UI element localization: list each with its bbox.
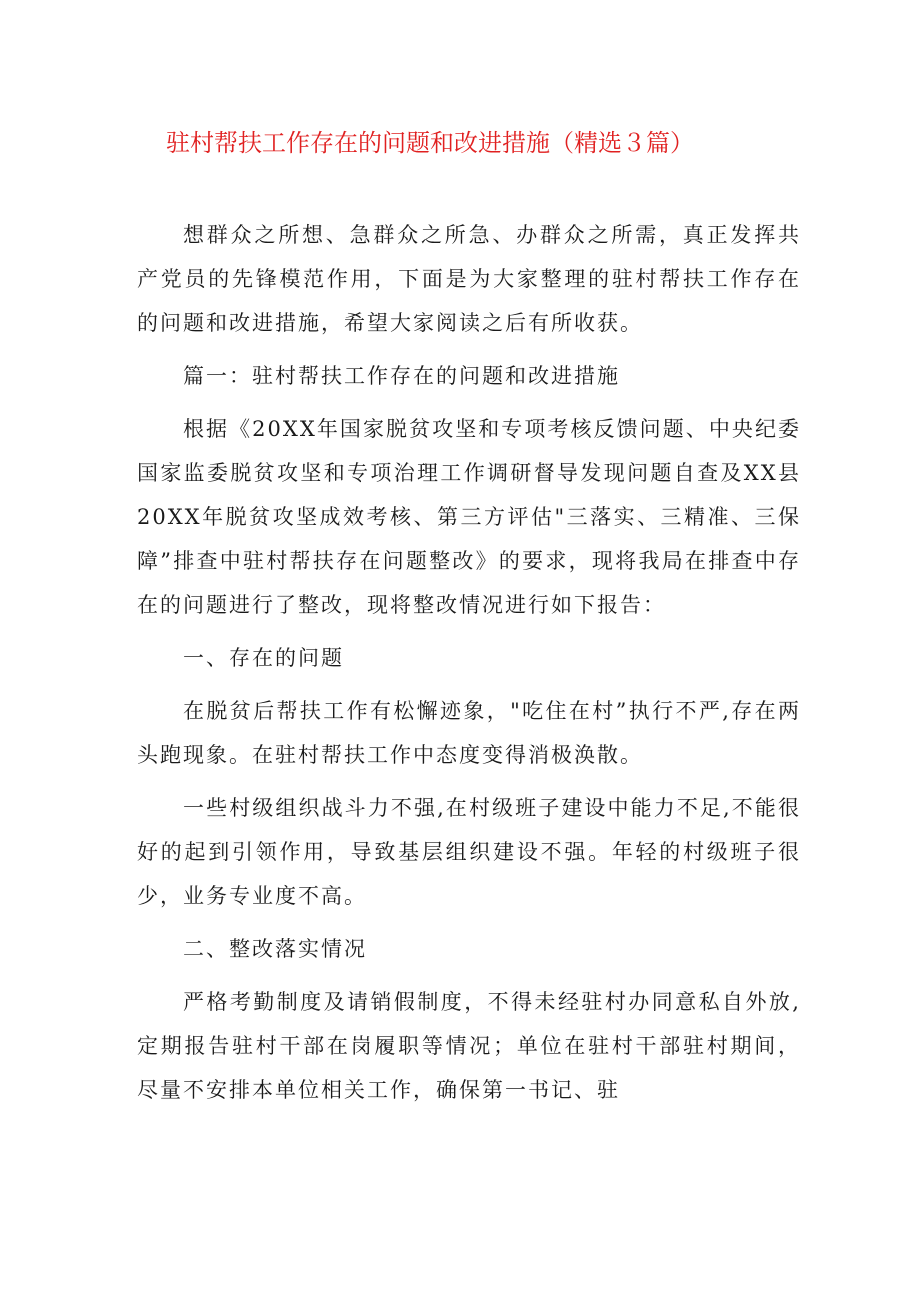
paragraph-section-rectification-heading: 二、整改落实情况 <box>183 937 367 961</box>
document-title: 驻村帮扶工作存在的问题和改进措施（精选３篇） <box>166 129 694 157</box>
paragraph-basis: 根据《20XX年国家脱贫攻坚和专项考核反馈问题、中央纪委国家监委脱贫攻坚和专项治理工作调研督导发现问题自查及XX县20XX年脱贫攻坚成效考核、第三方评估"三落实、三精准、三保障”排查中驻村帮扶存在问题整改》的要求，现将我局在排查中存在的问题进行了整改，现将整改情况进行如下报告： <box>137 417 801 617</box>
document-body <box>137 213 801 1121</box>
paragraph-problem-one: 在脱贫后帮扶工作有松懈迹象，"吃住在村”执行不严,存在两头跑现象。在驻村帮扶工作中态度变得消极涣散。 <box>137 699 801 767</box>
paragraph-rectification-one: 严格考勤制度及请销假制度，不得未经驻村办同意私自外放,定期报告驻村干部在岗履职等情况；单位在驻村干部驻村期间，尽量不安排本单位相关工作，确保第一书记、驻 <box>137 990 801 1102</box>
paragraph-intro: 想群众之所想、急群众之所急、办群众之所需，真正发挥共产党员的先锋模范作用，下面是为大家整理的驻村帮扶工作存在的问题和改进措施，希望大家阅读之后有所收获。 <box>137 223 801 335</box>
paragraph-problem-two: 一些村级组织战斗力不强,在村级班子建设中能力不足,不能很好的起到引领作用，导致基层组织建设不强。年轻的村级班子很少，业务专业度不高。 <box>137 796 801 908</box>
paragraph-part-one-heading: 篇一：驻村帮扶工作存在的问题和改进措施 <box>183 364 620 388</box>
paragraph-section-problems-heading: 一、存在的问题 <box>183 646 344 670</box>
